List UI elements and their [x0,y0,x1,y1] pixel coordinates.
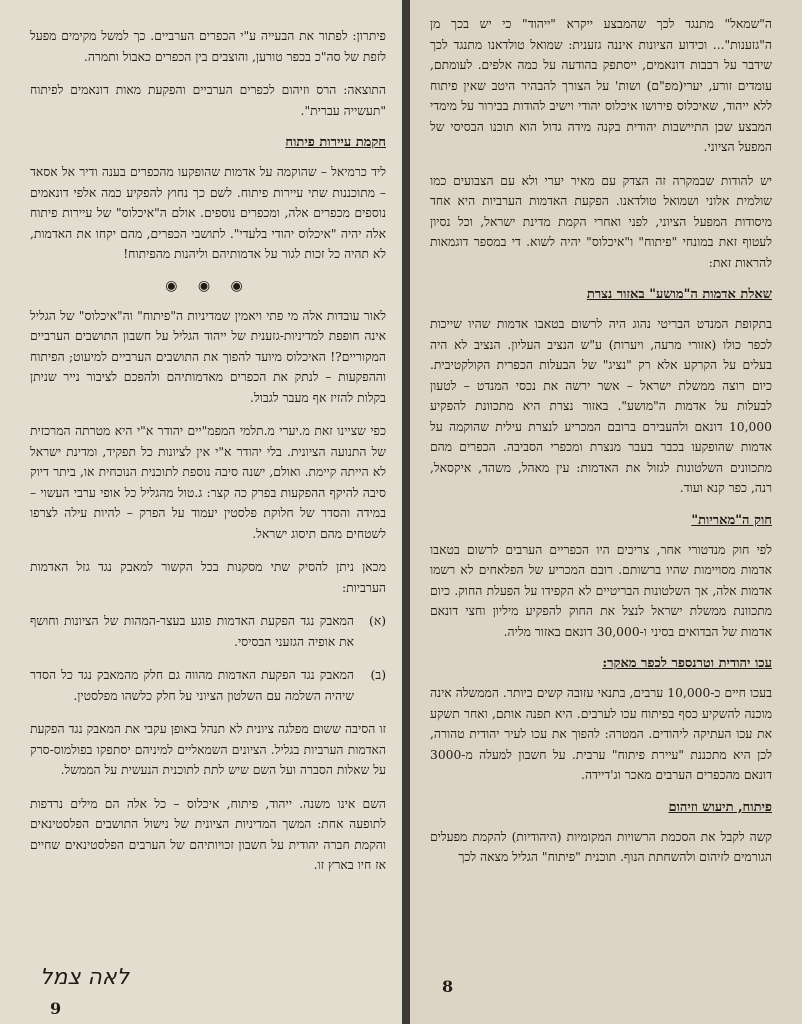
section-heading: שאלת אדמות ה"מושע" באזור נצרת [586,287,772,302]
section-heading: עכו יהודית וטרנספר לכפר מאקר: [602,656,772,671]
paragraph: כפי שציינו זאת מ.יערי מ.תלמי המפמ"יים יהודר א"י היא מטרתה המרכזית של התנועה הציונית. בלי יהודר א"י אין לציונות כל תפקיד, ומדינת ישראל לא הייתה קיימת. ואולם, ישנה סיבה נוספת לתוכנית הנוכחית או, ביתר דיוק סיבה להיקף ההפקעות בפרק כה קצר: ג.טול מהגליל כל אופי ערבי העשוי – במידה והסדר של חלוקת פלסטין יעמוד על הפרק – להיות עילה לצרפו לשטחים מהם תיסוג ישראל. [30,424,386,541]
list-item [30,611,386,652]
paragraph: לאור עובדות אלה מי פתי ויאמין שמדיניות ה"פיתוח" וה"איכלוס" של הגליל אינה חופפת למדיניות-גזענית של ייהוד הגליל על חשבון התושבים הערביים המקוריים?! האיכלוס מיועד להפוך את התושבים הערביים למיעוט; הפיתוח וההפקעות – לנתק את הכפרים מאדמותיהם ולהפכם לציבור נייר שניתן בקלות להזיז אף מעבר לגבול. [30,308,386,405]
paragraph: לפי חוק מנדטורי אחר, צריכים היו הכפריים הערבים לרשום בטאבו אדמות מסויימות שהיו ברשותם. רובם המכריע של הפלאחים לא רשמו אדמות אלה, אך השלטונות הבריטיים לא הקפידו על הפעלת החוק. כיום מתכוונת ממשלת ישראל לנצל את החוק להפקיע מיליון וחצי דונאם אדמות של הבדואים בסיני ו-30,000 דונאם באזור מליה. [430,542,772,639]
book-gutter [402,0,410,1024]
list-item [30,665,386,706]
section-heading: חוק ה"מאריות" [691,512,772,528]
list-marker: (א) [369,614,386,628]
paragraph: זו הסיבה ששום מפלגה ציונית לא תנהל באופן עקבי את המאבק נגד הפקעת האדמות הערביות בגליל. הציונים השמאליים למיניהם יסתפקו בפולמוס-סרק על שאלות הסברה ועל השם שיש לתת לתוכנית הנעשית על הממשל. [30,722,386,777]
right-page [410,0,802,1024]
paragraph: בעכו חיים כ-10,000 ערבים, בתנאי עזובה קשים ביותר. הממשלה אינה מוכנה להשקיע כסף בפיתוח עכו לערבים. היא תפנה אותם, ואחר תשקע את עכו העתיקה ליהודים. המטרה: להפוך את עכו לעיר יהודית טהורה, לכן היא מתכננת "עיירת פיתוח" ערבית. על חשבון למעלה מ-3000 דונאם מהכפרים הערבים מאכר וג'דיידה. [430,686,772,782]
paragraph: ליד כרמיאל – שהוקמה על אדמות שהופקעו מהכפרים בענה ודיר אל אסאד – מתוכננות שתי עיירות פיתוח. לשם כך נחוץ להפקיע כמה אלפי דונאמים נוספים מכפרים אלה, ומכפרים נוספים. אולם ה"איכלוס" של עיירות פיתוח אלה יהיה "איכלוס יהודי בלעדי". לתושבי הכפרים, מהם יקחו את האדמות, לא תהיה כל זכות לגור על אדמותיהם וליהנות מהפיתוח! [30,165,386,261]
page-number: 8 [442,977,454,996]
paragraph: ה"שמאל" מתנגד לכך שהמבצע ייקרא "ייהוד" כי יש בכך מן ה"גזענות"... וכידוע הציונות איננה גזענית: שמואל טולדאנו מתנגד לכך שידבר על רבבות דונאמים, ייסתפק בהודעה על כמה אלפים. לעומתם, עומדים זורע, יערי(מפ"ם) ושות' על הצורך להבהיר היטב שאין פיתוח ללא ייהוד, שאיכלוס פירושו איכלוס יהודי וישיב להודות בבירור על מימדי המבצע שכן התיישבות יהודית בקנה מידה גדול הוא תוכנו הבסיסי של המפעל הציוני. [430,17,772,154]
paragraph: השם אינו משנה. ייהוד, פיתוח, איכלוס – כל אלה הם מילים נרדפות לתופעה אחת: המשך המדיניות הציונית של נישול התושבים הפלסטינאים והקמת חברה יהודית על חשבון זכויותיהם של הערבים הפלסטינאים שחיים אז חיו בארץ זו. [30,796,386,872]
list-item-text: המאבק נגד הפקעת האדמות מהווה גם חלק מהמאבק נגד כל הסדר שיהיה השלמה עם השלטון הציוני על חלק כלשהו מפלסטין. [30,668,354,703]
paragraph: התוצאה: הרס וזיהום לכפרים הערביים והפקעת מאות דונאמים לפיתוח "תעשייה עברית". [30,83,386,118]
section-heading: פיתוח, תיעוש וזיהום [668,799,772,815]
author-signature: לאה צמל [40,965,130,990]
ornament-divider: ◉ ◉ ◉ [165,277,251,294]
section-heading: חקמת עיירות פיתוח [285,135,386,150]
list-item-text: המאבק נגד הפקעת האדמות פוגע בעצר-המהות של הציונות וחושף את אופיה הגזעני הבסיסי. [30,614,354,649]
page-number: 9 [50,999,62,1018]
paragraph: בתקופת המנדט הבריטי נהוג היה לרשום בטאבו אדמות שהיו שייכות לכפר כולו (אזורי מרעה, ויערות) ע"ש הנציב העליון. הנציב לא היה בעלים על הקרקע אלא רק "נציג" של הבעלות הכפרית הקולקטיבית. כיום רוצה ממשלת ישראל – אשר ירשה את נכסי המנדט – לטעון לבעלות על אדמות ה"מושע". באזור נצרת היא מתכוונת להפקיע 10,000 דונאם ולהעבירם ברובם המכריע לנצרת עילית שהוקמה על אדמות שהופקעו בכבר בעבר מנצרת ומכפרי הסביבה. הכפרים מהם מתכוונים השלטונות לגזול את האדמות: עין מאהל, משהד, איקסאל, רנה, כפר קנא ועוד. [430,317,772,495]
paragraph: קשה לקבל את הסכמת הרשויות המקומיות (היהודיות) להקמת מפעלים הגורמים לזיהום ולהשחתת הנוף. תוכנית "פיתוח" הגליל מצאה לכך [430,829,772,864]
paragraph: מכאן ניתן להסיק שתי מסקנות בכל הקשור למאבק נגד גזל האדמות הערביות: [30,560,386,595]
list-marker: (ב) [370,668,386,682]
paragraph: יש להודות שבמקרה זה הצדק עם מאיר יערי ולא עם הצבועים כמו שולמית אלוני ושמואל טולדאנו. הפקעת האדמות הערביות היא אחד מיסודות המפעל הציוני, לפני ואחרי הקמת מדינת ישראל, וכל נסיון לעטוף זאת במונחי "פיתוח" ו"איכלוס" יהיה לשוא. די במספר דוגמאות להראות זאת: [430,173,772,270]
paragraph: פיתרון: לפתור את הבעייה ע"י הכפרים הערביים. כך למשל מקימים מפעל לזפת של סה"כ בכפר טורען, והוצבים בין הכפרים כאבול ותמרה. [30,29,386,64]
